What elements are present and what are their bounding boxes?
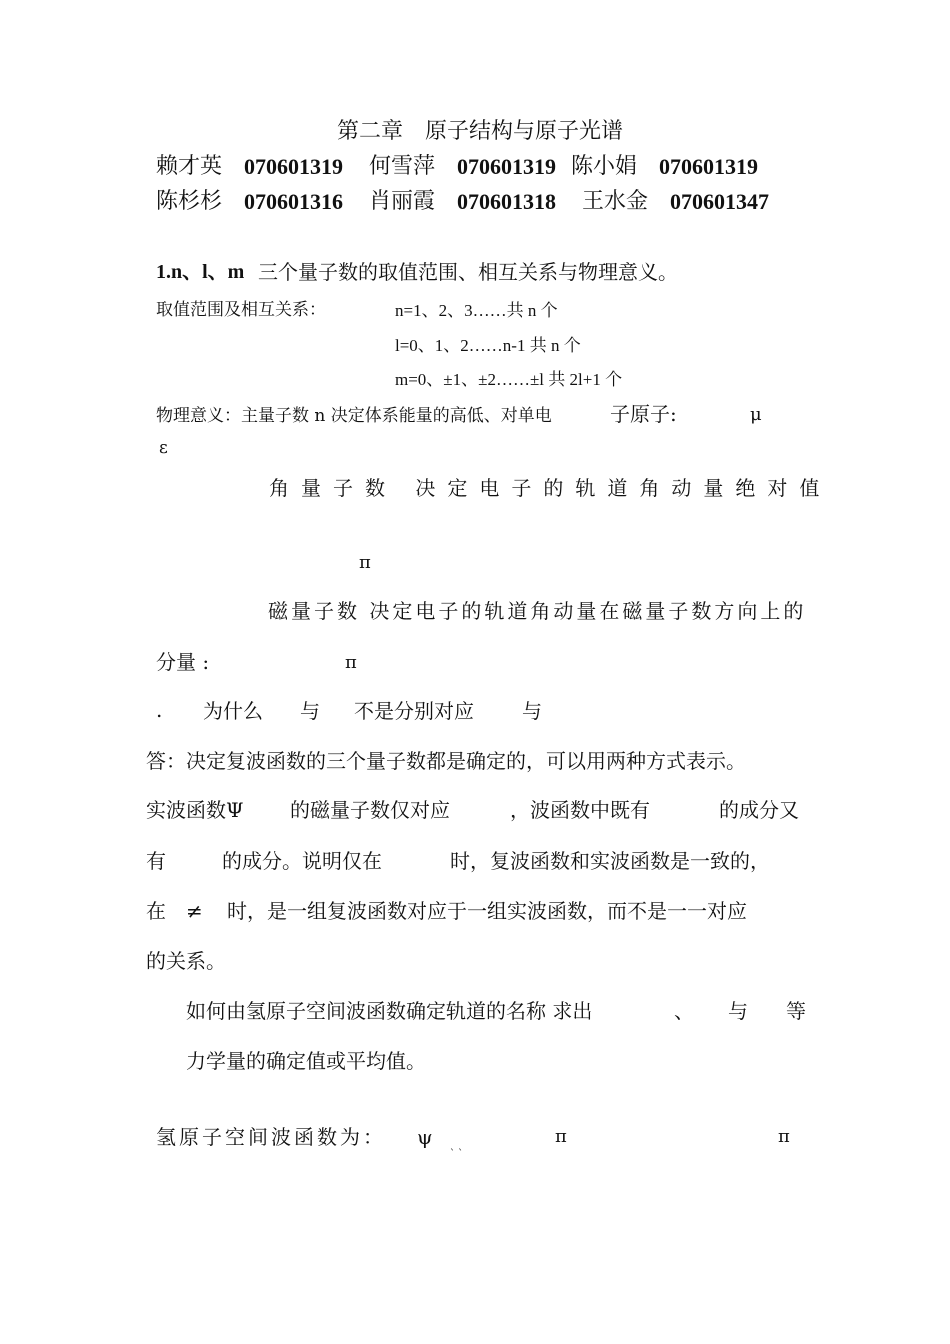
- q3-line-1c: 与: [728, 999, 748, 1023]
- author-id-4: 070601316: [244, 189, 343, 214]
- q2-text-c: 不是分别对应: [354, 699, 474, 723]
- symbol-pi-4: π: [778, 1126, 790, 1147]
- q1-number: 1.n、l、m: [156, 261, 245, 283]
- symbol-psi: ψ: [417, 1125, 433, 1149]
- q1-heading: 三个量子数的取值范围、相互关系与物理意义。: [258, 260, 678, 284]
- author-id-1: 070601319: [244, 154, 343, 179]
- answer-line-2c: ，波函数中既有: [510, 798, 650, 822]
- range-n: n=1、2、3……共 n 个: [395, 301, 558, 320]
- q3-line-2: 力学量的确定值或平均值。: [186, 1049, 426, 1073]
- q2-text-b: 与: [300, 699, 320, 723]
- author-id-5: 070601318: [457, 189, 556, 214]
- symbol-epsilon: ε: [159, 438, 168, 458]
- answer-line-3a: 有: [146, 849, 166, 873]
- symbol-pi-1: π: [359, 552, 371, 573]
- range-l: l=0、1、2……n-1 共 n 个: [395, 336, 581, 355]
- answer-line-2d: 的成分又: [719, 798, 799, 822]
- grave-ticks: ` `: [450, 1149, 464, 1160]
- q2-dot: .: [156, 698, 163, 722]
- angular-quantum-text: 角量子数 决定电子的轨道角动量绝对值: [269, 476, 832, 500]
- answer-line-2a: 实波函数Ψ: [146, 798, 244, 822]
- author-name-2: 何雪萍: [369, 154, 436, 179]
- symbol-pi-2: π: [345, 652, 357, 673]
- answer-line-4c: 时，是一组复波函数对应于一组实波函数，而不是一一对应: [227, 899, 747, 923]
- range-m: m=0、±1、±2……±l 共 2l+1 个: [395, 370, 623, 389]
- answer-line-3c: 时，复波函数和实波函数是一致的，: [450, 849, 770, 873]
- page-title: 第二章 原子结构与原子光谱: [337, 119, 624, 144]
- answer-line-1: 答：决定复波函数的三个量子数都是确定的，可以用两种方式表示。: [146, 749, 746, 773]
- symbol-mu: μ: [750, 404, 762, 425]
- q3-line-1b: 、: [674, 999, 694, 1023]
- meaning-tail: 子原子:: [610, 402, 677, 426]
- answer-line-5: 的关系。: [146, 949, 226, 973]
- author-id-3: 070601319: [659, 154, 758, 179]
- meaning-text: 物理意义：主量子数 n 决定体系能量的高低、对单电: [156, 406, 552, 426]
- answer-line-4a: 在: [146, 899, 166, 923]
- q3-line-1d: 等: [786, 999, 806, 1023]
- author-id-6: 070601347: [670, 189, 769, 214]
- author-name-1: 赖才英: [156, 154, 223, 179]
- q3-line-1a: 如何由氢原子空间波函数确定轨道的名称 求出: [186, 999, 593, 1023]
- q2-text-d: 与: [522, 699, 542, 723]
- author-name-6: 王水金: [582, 189, 649, 214]
- range-label: 取值范围及相互关系：: [156, 300, 326, 320]
- answer-line-4b: ≠: [186, 899, 203, 923]
- q2-text-a: 为什么: [203, 699, 263, 723]
- answer-line-2b: 的磁量子数仅对应: [290, 798, 450, 822]
- answer-line-3b: 的成分。说明仅在: [222, 849, 382, 873]
- symbol-pi-3: π: [555, 1126, 567, 1147]
- author-id-2: 070601319: [457, 154, 556, 179]
- author-name-3: 陈小娟: [571, 154, 638, 179]
- component-text: 分量 :: [156, 650, 210, 674]
- magnetic-quantum-text: 磁量子数 决定电子的轨道角动量在磁量子数方向上的: [268, 599, 807, 623]
- author-name-4: 陈杉杉: [156, 189, 223, 214]
- author-name-5: 肖丽霞: [369, 189, 436, 214]
- hydrogen-wavefunction-label: 氢原子空间波函数为：: [156, 1125, 386, 1149]
